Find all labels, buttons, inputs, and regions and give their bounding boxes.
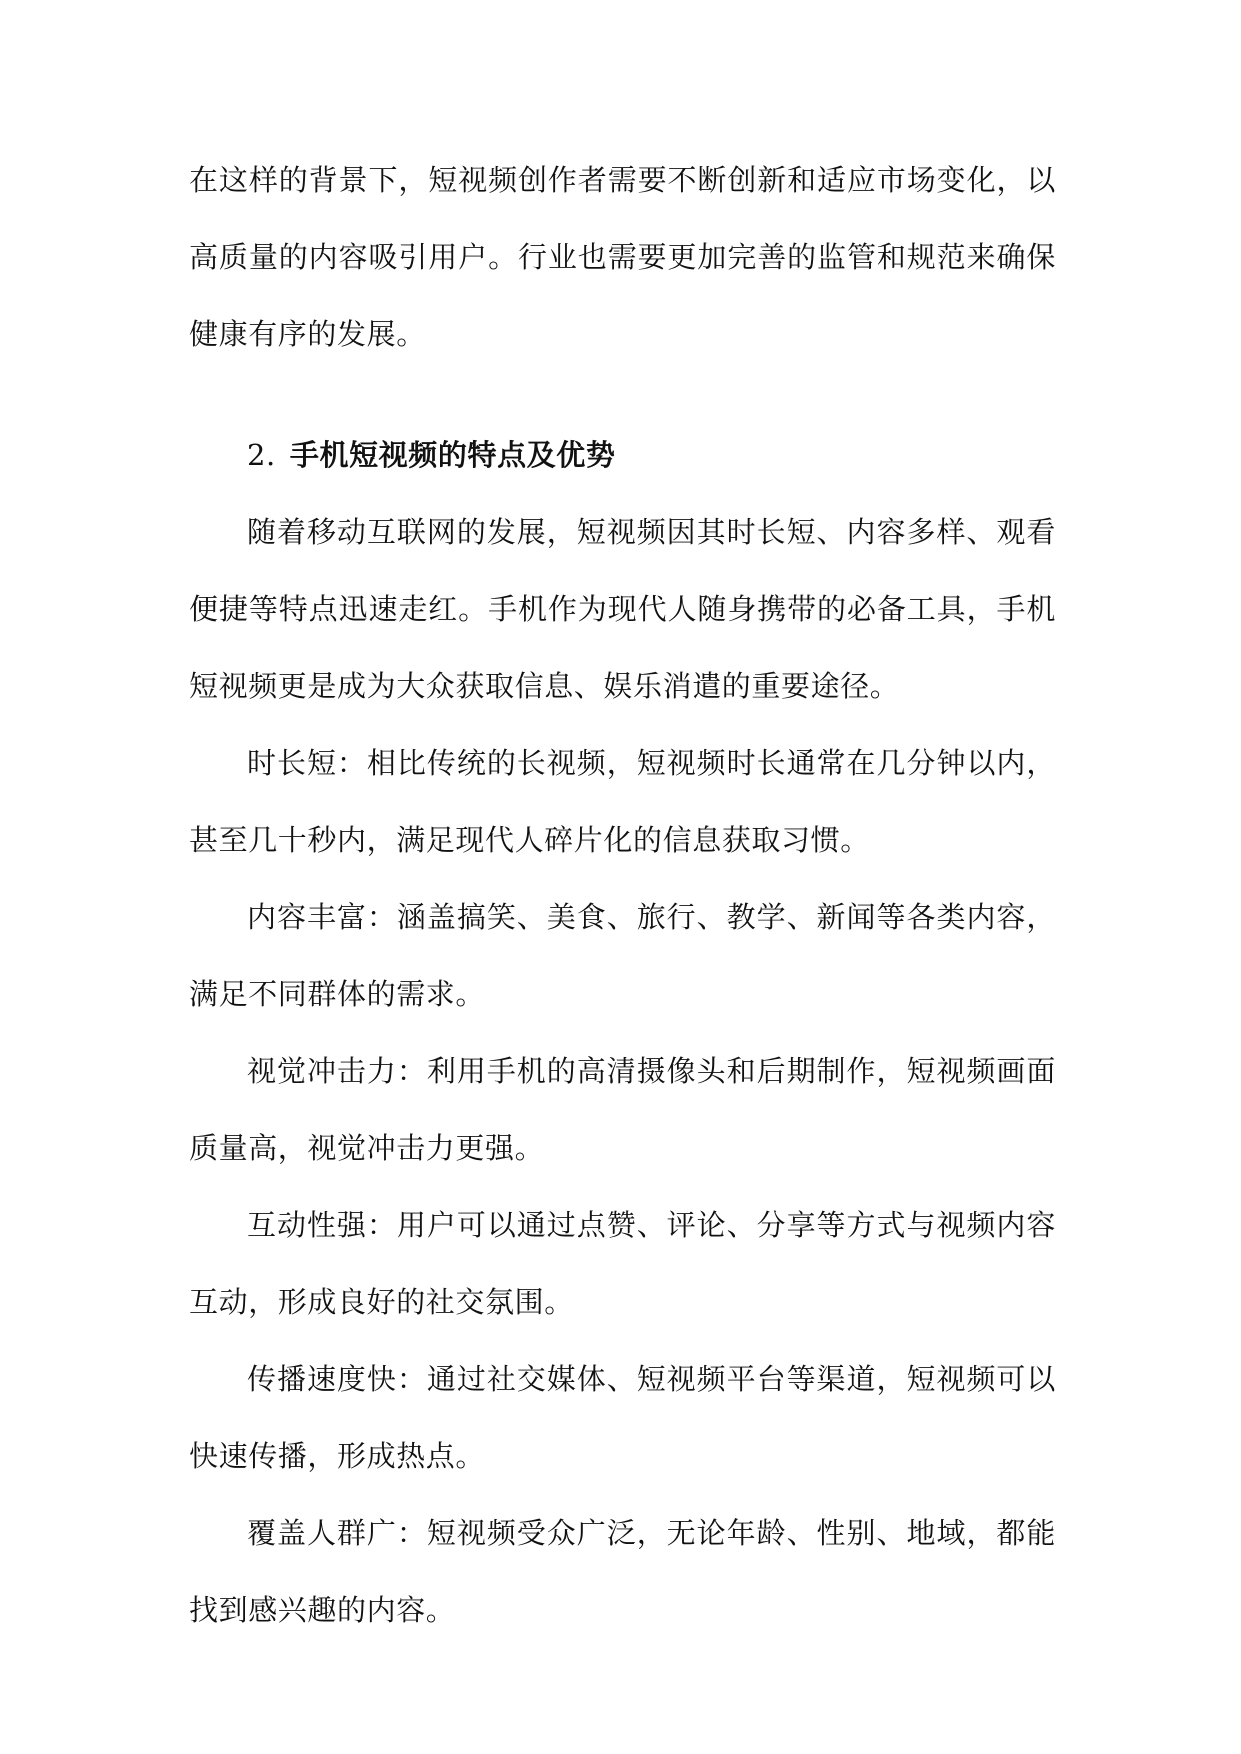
body-paragraph-duration: 时长短：相比传统的长视频，短视频时长通常在几分钟以内，甚至几十秒内，满足现代人碎片化的信息获取习惯。 <box>189 746 1056 857</box>
section-heading <box>189 417 1056 494</box>
body-paragraph-content: 内容丰富：涵盖搞笑、美食、旅行、教学、新闻等各类内容，满足不同群体的需求。 <box>189 900 1056 1011</box>
intro-paragraph: 在这样的背景下，短视频创作者需要不断创新和适应市场变化，以高质量的内容吸引用户。行业也需要更加完善的监管和规范来确保健康有序的发展。 <box>189 163 1056 351</box>
body-paragraph-interaction: 互动性强：用户可以通过点赞、评论、分享等方式与视频内容互动，形成良好的社交氛围。 <box>189 1208 1056 1319</box>
section-title: 手机短视频的特点及优势 <box>289 438 616 472</box>
document-body <box>189 142 1056 1649</box>
body-paragraph-audience: 覆盖人群广：短视频受众广泛，无论年龄、性别、地域，都能找到感兴趣的内容。 <box>189 1516 1056 1627</box>
body-paragraph-visual: 视觉冲击力：利用手机的高清摄像头和后期制作，短视频画面质量高，视觉冲击力更强。 <box>189 1054 1056 1165</box>
body-paragraph-overview: 随着移动互联网的发展，短视频因其时长短、内容多样、观看便捷等特点迅速走红。手机作为现代人随身携带的必备工具，手机短视频更是成为大众获取信息、娱乐消遣的重要途径。 <box>189 515 1056 703</box>
body-paragraph-spread: 传播速度快：通过社交媒体、短视频平台等渠道，短视频可以快速传播，形成热点。 <box>189 1362 1056 1473</box>
section-number: 2. <box>247 438 276 472</box>
